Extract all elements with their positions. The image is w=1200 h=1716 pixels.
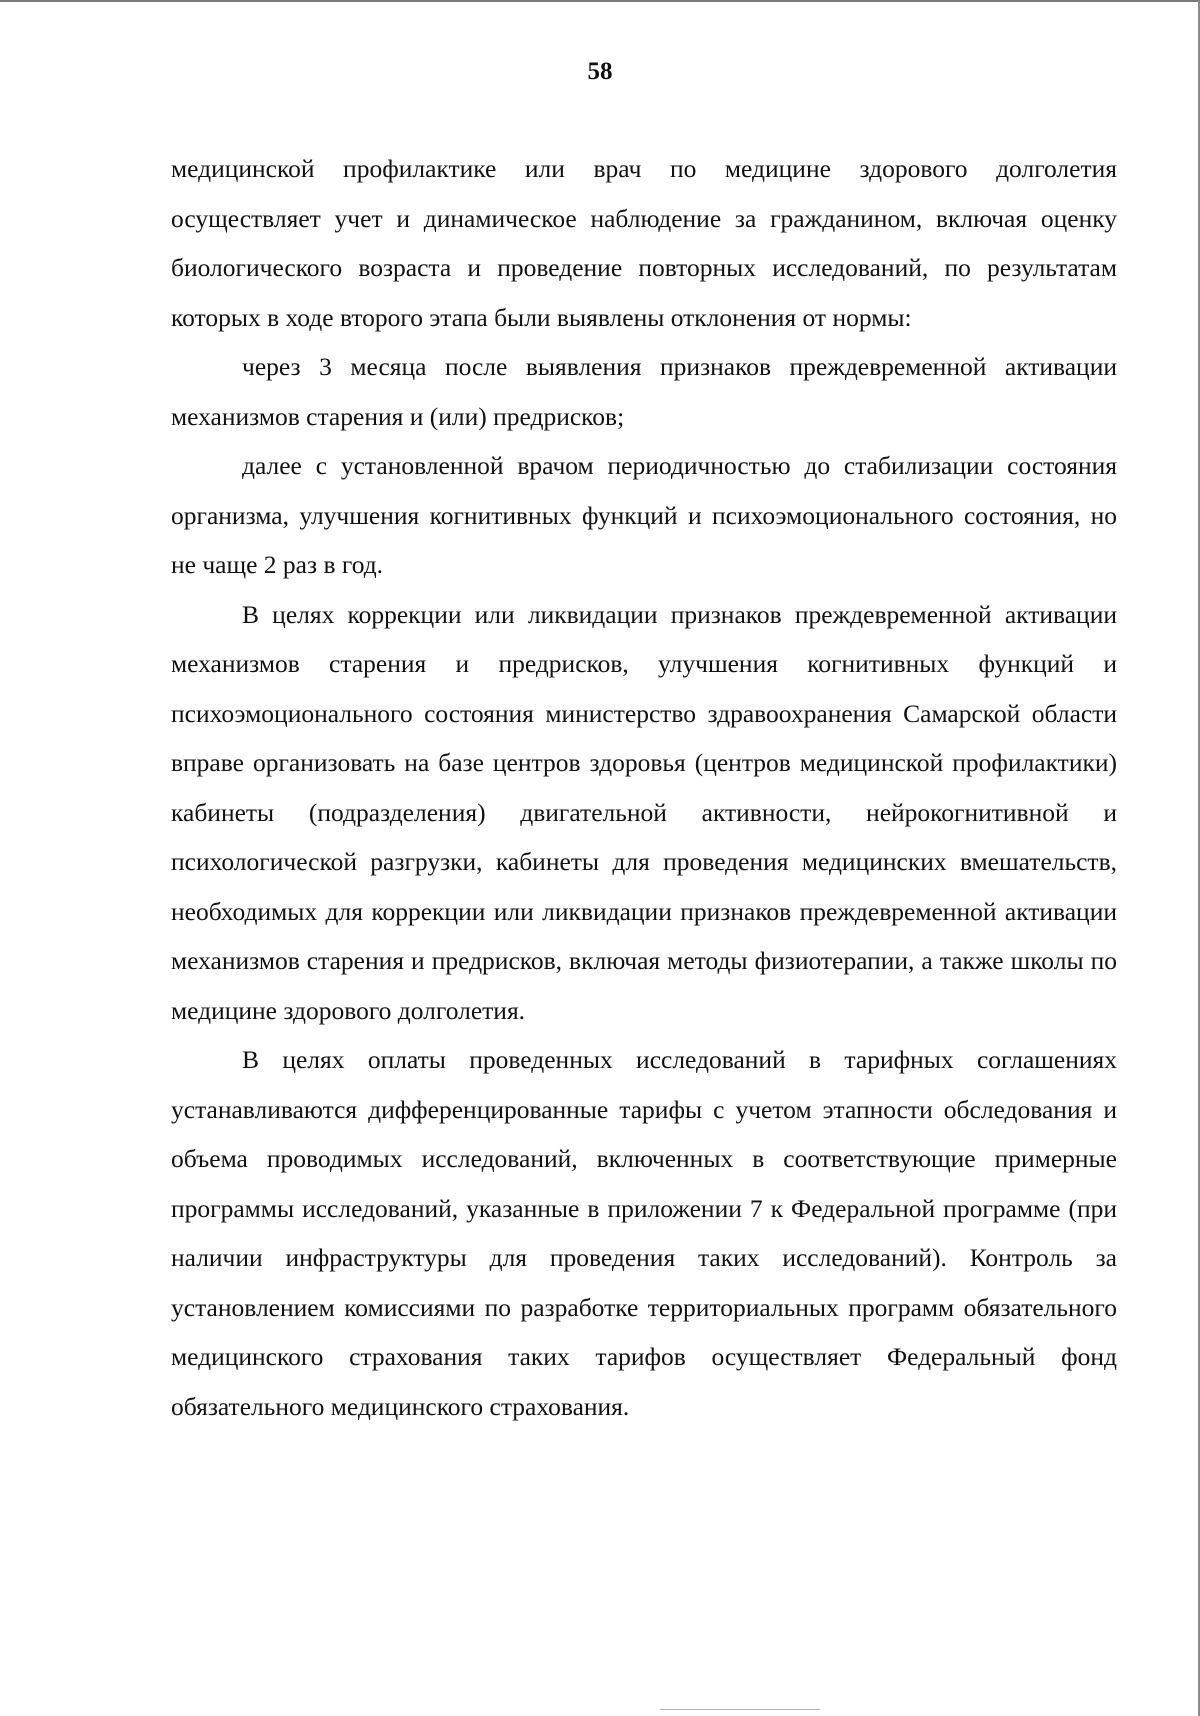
page-number: 58 (587, 58, 613, 85)
scan-top-edge (0, 0, 1200, 2)
scan-bottom-mark (660, 1709, 820, 1710)
document-body (171, 144, 1117, 1431)
paragraph-continuation: медицинской профилактике или врач по медицине здорового долголетия осуществляет учет и динамическое наблюдение за гражданином, включая оценку биологического возраста и проведение повторных исследований, по результатам которых в ходе второго этапа были выявлены отклонения от нормы: (171, 154, 1117, 332)
paragraph-correction-offices: В целях коррекции или ликвидации признаков преждевременной активации механизмов старения и предрисков, улучшения когнитивных функций и психоэмоционального состояния министерство здравоохранения Самарской области вправе организовать на базе центров здоровья (центров медицинской профилактики) кабинеты (подразделения) двигательной активности, нейрокогнитивной и психологической разгрузки, кабинеты для проведения медицинских вмешательств, необходимых для коррекции или ликвидации признаков преждевременной активации механизмов старения и предрисков, включая методы физиотерапии, а также школы по медицине здорового долголетия. (171, 599, 1117, 1025)
paragraph-first-followup: через 3 месяца после выявления признаков преждевременной активации механизмов старения и (или) предрисков; (171, 352, 1117, 431)
paragraph-periodic-followup: далее с установленной врачом периодичностью до стабилизации состояния организма, улучшения когнитивных функций и психоэмоционального состояния, но не чаще 2 раз в год. (171, 451, 1117, 579)
paragraph-tariffs: В целях оплаты проведенных исследований в тарифных соглашениях устанавливаются дифференцированные тарифы с учетом этапности обследования и объема проводимых исследований, включенных в соответствующие примерные программы исследований, указанные в приложении 7 к Федеральной программе (при наличии инфраструктуры для проведения таких исследований). Контроль за установлением комиссиями по разработке территориальных программ обязательного медицинского страхования таких тарифов осуществляет Федеральный фонд обязательного медицинского страхования. (171, 1045, 1117, 1421)
